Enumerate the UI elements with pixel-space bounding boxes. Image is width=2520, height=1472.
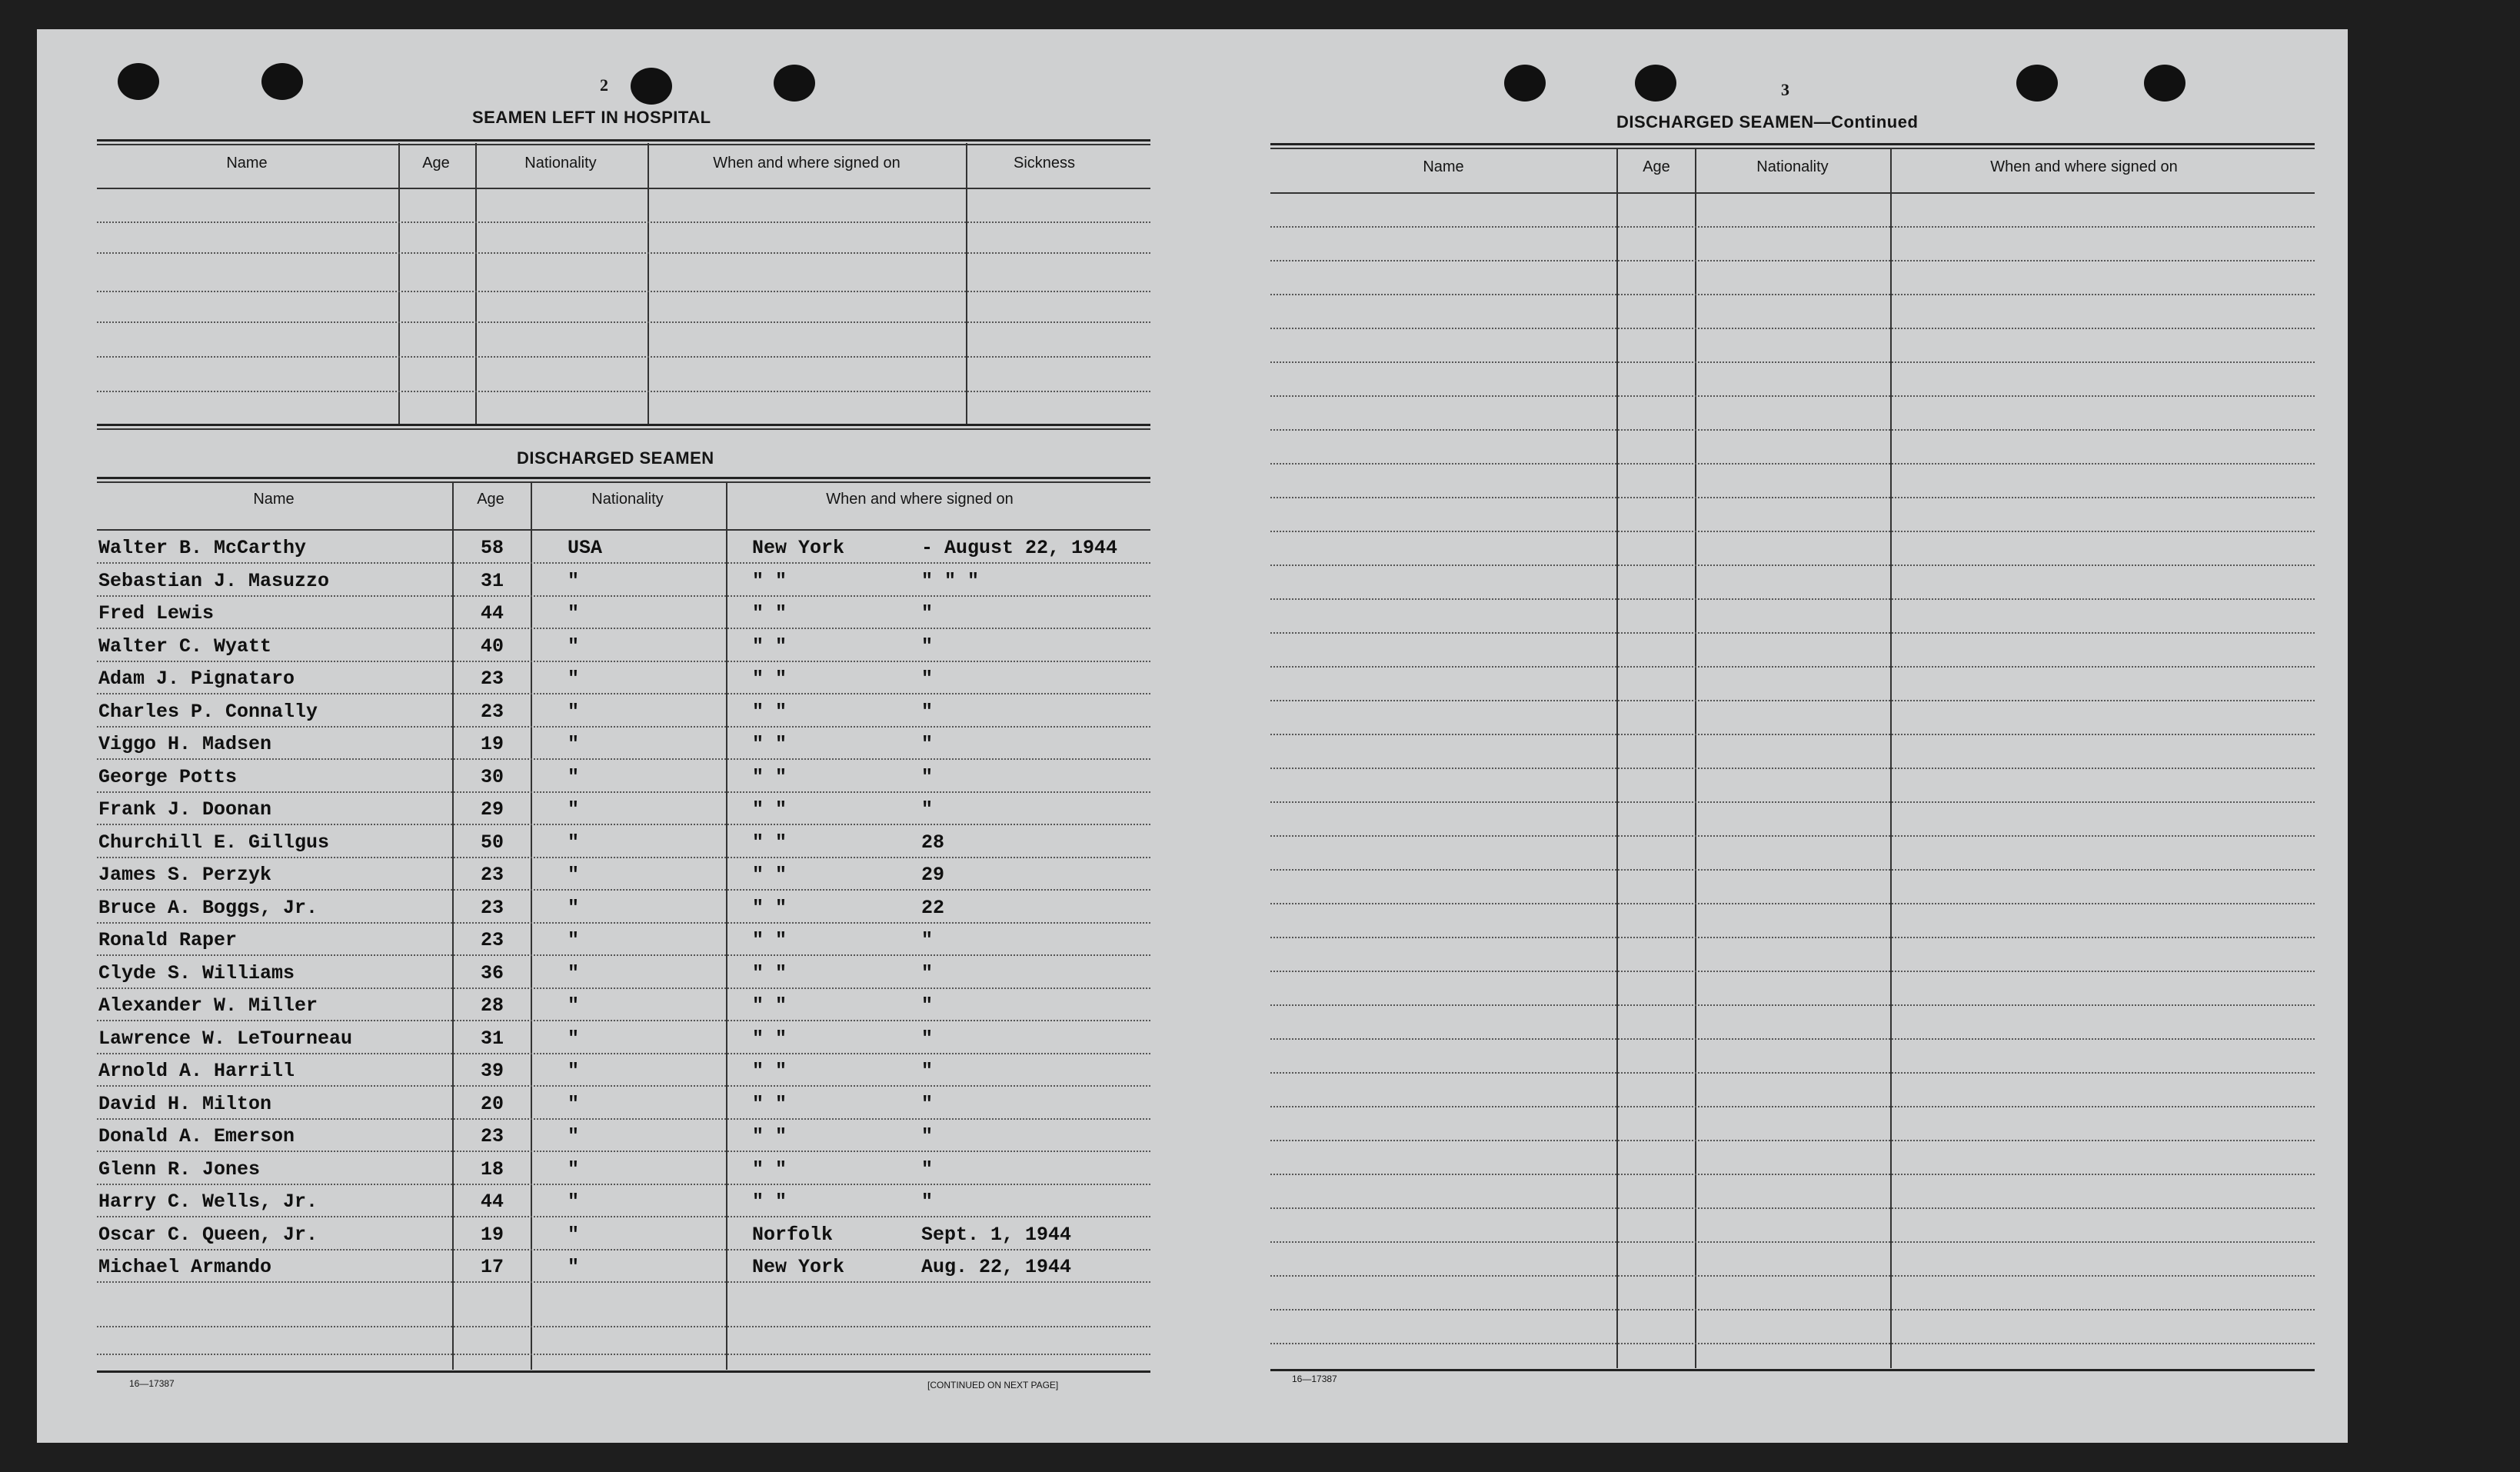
punch-hole-right-1 (1504, 65, 1546, 102)
seaman-signed-date: " (921, 1093, 934, 1115)
discharged-dotted-row (97, 1053, 1150, 1054)
discharged-dotted-row (97, 824, 1150, 825)
discharged-dotted-row (97, 595, 1150, 597)
right-dotted-row (1270, 869, 2315, 871)
right-dotted-row (1270, 294, 2315, 295)
hospital-dotted-row (97, 221, 1150, 223)
seaman-signed-place: " " (752, 798, 787, 821)
hospital-dotted-row (97, 321, 1150, 323)
discharged-table-top-rule (97, 477, 1150, 479)
seaman-nationality: " (568, 1191, 580, 1213)
right-dotted-row (1270, 632, 2315, 634)
seaman-nationality: " (568, 701, 580, 723)
seaman-signed-date: " (921, 929, 934, 951)
seaman-signed-place: " " (752, 1191, 787, 1213)
seaman-name: Viggo H. Madsen (98, 733, 272, 755)
punch-hole-right-3 (2016, 65, 2058, 102)
seaman-age: 44 (480, 1191, 504, 1213)
discharged-dotted-row (97, 693, 1150, 694)
right-dotted-row (1270, 700, 2315, 701)
punch-hole-left-4 (774, 65, 815, 102)
seaman-signed-place: " " (752, 864, 787, 886)
seaman-age: 40 (480, 635, 504, 658)
seaman-nationality: " (568, 1224, 580, 1246)
seaman-signed-date: Sept. 1, 1944 (921, 1224, 1072, 1246)
right-vline-2 (1695, 148, 1696, 1368)
hospital-bottom-rule-2 (97, 428, 1150, 430)
seaman-signed-date: " (921, 668, 934, 690)
hospital-dotted-row (97, 391, 1150, 392)
seaman-name: Donald A. Emerson (98, 1125, 295, 1147)
seaman-name: Ronald Raper (98, 929, 238, 951)
discharged-dotted-row (97, 1249, 1150, 1251)
right-col-age: Age (1643, 158, 1670, 175)
right-dotted-row (1270, 598, 2315, 600)
seaman-signed-date: " (921, 798, 934, 821)
right-dotted-row (1270, 497, 2315, 498)
seaman-nationality: " (568, 798, 580, 821)
seaman-age: 29 (480, 798, 504, 821)
seaman-signed-place: " " (752, 635, 787, 658)
seaman-name: Bruce A. Boggs, Jr. (98, 897, 318, 919)
seaman-name: Harry C. Wells, Jr. (98, 1191, 318, 1213)
hospital-dotted-row (97, 252, 1150, 254)
right-dotted-row (1270, 666, 2315, 668)
seaman-age: 36 (480, 962, 504, 984)
right-dotted-row (1270, 1038, 2315, 1040)
right-dotted-row (1270, 328, 2315, 329)
seaman-age: 20 (480, 1093, 504, 1115)
seaman-nationality: " (568, 766, 580, 788)
right-dotted-row (1270, 971, 2315, 972)
discharged-col-age: Age (477, 491, 504, 508)
seaman-signed-place: " " (752, 701, 787, 723)
right-dotted-row (1270, 903, 2315, 904)
right-dotted-row (1270, 768, 2315, 769)
punch-hole-right-2 (1635, 65, 1676, 102)
right-dotted-row (1270, 1309, 2315, 1310)
right-dotted-row (1270, 1343, 2315, 1344)
seaman-signed-date: " (921, 766, 934, 788)
continued-note: [CONTINUED ON NEXT PAGE] (927, 1380, 1059, 1390)
seaman-age: 19 (480, 733, 504, 755)
seaman-nationality: " (568, 929, 580, 951)
right-dotted-row (1270, 463, 2315, 465)
hospital-table-top-rule-2 (97, 144, 1150, 145)
right-col-nationality: Nationality (1756, 158, 1829, 175)
right-dotted-row (1270, 1004, 2315, 1006)
seaman-signed-place: " " (752, 602, 787, 624)
hospital-col-sickness: Sickness (1013, 155, 1076, 172)
right-col-signed-on: When and where signed on (1990, 158, 2178, 175)
seaman-signed-place: New York (752, 1256, 845, 1278)
discharged-dotted-row (97, 857, 1150, 858)
hospital-col-name: Name (226, 155, 268, 172)
seaman-signed-date: 29 (921, 864, 945, 886)
discharged-dotted-row (97, 1020, 1150, 1021)
seaman-signed-place: " " (752, 1027, 787, 1050)
seaman-signed-date: " (921, 962, 934, 984)
right-dotted-row (1270, 564, 2315, 566)
hospital-table-top-rule (97, 139, 1150, 142)
seaman-name: Walter C. Wyatt (98, 635, 272, 658)
seaman-signed-place: " " (752, 1158, 787, 1181)
right-vline-1 (1616, 148, 1618, 1368)
seaman-signed-date: 28 (921, 831, 945, 854)
discharged-col-name: Name (253, 491, 295, 508)
right-vline-3 (1890, 148, 1892, 1368)
hospital-vline-1 (398, 143, 400, 426)
right-dotted-row (1270, 361, 2315, 363)
hospital-col-age: Age (422, 155, 450, 172)
seaman-age: 44 (480, 602, 504, 624)
right-col-name: Name (1423, 158, 1464, 175)
seaman-signed-place: " " (752, 994, 787, 1017)
seaman-nationality: " (568, 602, 580, 624)
right-dotted-row (1270, 1207, 2315, 1209)
seaman-signed-place: " " (752, 733, 787, 755)
right-table-top-rule (1270, 143, 2315, 145)
seaman-name: Lawrence W. LeTourneau (98, 1027, 353, 1050)
punch-hole-right-4 (2144, 65, 2185, 102)
seaman-age: 19 (480, 1224, 504, 1246)
seaman-name: Arnold A. Harrill (98, 1060, 295, 1082)
seaman-age: 39 (480, 1060, 504, 1082)
seaman-nationality: " (568, 1158, 580, 1181)
seaman-signed-date: " " " (921, 570, 980, 592)
seaman-name: Oscar C. Queen, Jr. (98, 1224, 318, 1246)
seaman-nationality: " (568, 1060, 580, 1082)
hospital-header-rule (97, 188, 1150, 189)
hospital-dotted-row (97, 356, 1150, 358)
seaman-name: Fred Lewis (98, 602, 215, 624)
discharged-dotted-row (97, 922, 1150, 924)
discharged-dotted-row (97, 1118, 1150, 1120)
seaman-nationality: " (568, 635, 580, 658)
seaman-signed-place: " " (752, 668, 787, 690)
seaman-signed-place: " " (752, 1093, 787, 1115)
punch-hole-left-1 (118, 63, 159, 100)
discharged-col-nationality: Nationality (591, 491, 664, 508)
form-number-right: 16—17387 (1292, 1374, 1337, 1384)
continued-section-title: DISCHARGED SEAMEN—Continued (1616, 112, 1919, 132)
seaman-nationality: " (568, 1093, 580, 1115)
discharged-dotted-row (97, 1281, 1150, 1283)
seaman-age: 31 (480, 570, 504, 592)
seaman-name: George Potts (98, 766, 238, 788)
seaman-nationality: " (568, 1027, 580, 1050)
page-number-left: 2 (600, 75, 608, 95)
seaman-signed-place: " " (752, 1060, 787, 1082)
discharged-dotted-row (97, 1326, 1150, 1327)
seaman-signed-place: " " (752, 831, 787, 854)
seaman-name: Glenn R. Jones (98, 1158, 261, 1181)
seaman-nationality: " (568, 897, 580, 919)
seaman-nationality: " (568, 668, 580, 690)
seaman-age: 23 (480, 668, 504, 690)
seaman-age: 50 (480, 831, 504, 854)
discharged-dotted-row (97, 1354, 1150, 1355)
seaman-nationality: " (568, 1125, 580, 1147)
seaman-age: 23 (480, 701, 504, 723)
seaman-age: 23 (480, 929, 504, 951)
seaman-age: 28 (480, 994, 504, 1017)
seaman-signed-date: " (921, 635, 934, 658)
discharged-dotted-row (97, 1184, 1150, 1185)
discharged-section-title: DISCHARGED SEAMEN (517, 448, 714, 468)
discharged-dotted-row (97, 661, 1150, 662)
discharged-dotted-row (97, 1216, 1150, 1217)
right-dotted-row (1270, 1174, 2315, 1175)
hospital-vline-2 (475, 143, 477, 426)
seaman-signed-date: " (921, 994, 934, 1017)
seaman-name: Sebastian J. Masuzzo (98, 570, 330, 592)
right-dotted-row (1270, 429, 2315, 431)
seaman-signed-date: " (921, 1060, 934, 1082)
seaman-name: Frank J. Doonan (98, 798, 272, 821)
seaman-signed-place: " " (752, 570, 787, 592)
discharged-dotted-row (97, 628, 1150, 629)
seaman-name: Walter B. McCarthy (98, 537, 307, 559)
right-dotted-row (1270, 395, 2315, 397)
seaman-name: Clyde S. Williams (98, 962, 295, 984)
seaman-signed-place: Norfolk (752, 1224, 834, 1246)
discharged-dotted-row (97, 889, 1150, 891)
seaman-signed-place: " " (752, 1125, 787, 1147)
discharged-dotted-row (97, 1151, 1150, 1152)
punch-hole-left-2 (261, 63, 303, 100)
document-sheet (37, 29, 2348, 1443)
seaman-age: 18 (480, 1158, 504, 1181)
seaman-name: David H. Milton (98, 1093, 272, 1115)
seaman-nationality: " (568, 831, 580, 854)
discharged-vline-2 (531, 481, 532, 1370)
seaman-signed-date: " (921, 733, 934, 755)
hospital-vline-3 (647, 143, 649, 426)
discharged-vline-1 (452, 481, 454, 1370)
discharged-header-rule (97, 529, 1150, 531)
seaman-name: Alexander W. Miller (98, 994, 318, 1017)
right-table-top-rule-2 (1270, 148, 2315, 149)
right-dotted-row (1270, 1140, 2315, 1141)
discharged-dotted-row (97, 726, 1150, 728)
hospital-vline-4 (966, 143, 967, 426)
discharged-col-signed-on: When and where signed on (826, 491, 1014, 508)
hospital-section-title: SEAMEN LEFT IN HOSPITAL (472, 108, 711, 127)
discharged-vline-3 (726, 481, 727, 1370)
seaman-name: Churchill E. Gillgus (98, 831, 330, 854)
right-dotted-row (1270, 937, 2315, 938)
seaman-name: Adam J. Pignataro (98, 668, 295, 690)
hospital-bottom-rule (97, 424, 1150, 426)
hospital-col-nationality: Nationality (524, 155, 597, 172)
seaman-nationality: USA (568, 537, 603, 559)
discharged-dotted-row (97, 758, 1150, 760)
right-dotted-row (1270, 1275, 2315, 1277)
seaman-signed-date: " (921, 602, 934, 624)
seaman-nationality: " (568, 864, 580, 886)
form-number-left: 16—17387 (129, 1378, 175, 1389)
seaman-signed-date: Aug. 22, 1944 (921, 1256, 1072, 1278)
seaman-signed-date: " (921, 1191, 934, 1213)
discharged-dotted-row (97, 562, 1150, 564)
seaman-age: 30 (480, 766, 504, 788)
seaman-nationality: " (568, 994, 580, 1017)
right-dotted-row (1270, 835, 2315, 837)
seaman-age: 58 (480, 537, 504, 559)
seaman-signed-place: " " (752, 897, 787, 919)
right-dotted-row (1270, 260, 2315, 261)
discharged-dotted-row (97, 791, 1150, 793)
hospital-col-signed-on: When and where signed on (713, 155, 900, 172)
page-number-right: 3 (1781, 80, 1789, 99)
discharged-table-top-rule-2 (97, 481, 1150, 483)
right-dotted-row (1270, 801, 2315, 803)
discharged-dotted-row (97, 1085, 1150, 1087)
seaman-signed-date: " (921, 1027, 934, 1050)
discharged-dotted-row (97, 954, 1150, 956)
seaman-age: 23 (480, 897, 504, 919)
seaman-age: 31 (480, 1027, 504, 1050)
seaman-nationality: " (568, 733, 580, 755)
seaman-signed-date: - August 22, 1944 (921, 537, 1118, 559)
hospital-dotted-row (97, 291, 1150, 292)
seaman-name: Charles P. Connally (98, 701, 318, 723)
right-dotted-row (1270, 531, 2315, 532)
seaman-nationality: " (568, 570, 580, 592)
seaman-signed-place: New York (752, 537, 845, 559)
discharged-dotted-row (97, 987, 1150, 989)
punch-hole-left-3 (631, 68, 672, 105)
seaman-signed-place: " " (752, 962, 787, 984)
seaman-age: 17 (480, 1256, 504, 1278)
seaman-signed-place: " " (752, 929, 787, 951)
seaman-nationality: " (568, 962, 580, 984)
seaman-signed-date: " (921, 1125, 934, 1147)
right-header-rule (1270, 192, 2315, 194)
seaman-nationality: " (568, 1256, 580, 1278)
seaman-signed-place: " " (752, 766, 787, 788)
right-dotted-row (1270, 1072, 2315, 1074)
seaman-name: Michael Armando (98, 1256, 272, 1278)
right-bottom-rule (1270, 1369, 2315, 1371)
right-dotted-row (1270, 226, 2315, 228)
right-dotted-row (1270, 1241, 2315, 1243)
right-dotted-row (1270, 1106, 2315, 1107)
seaman-signed-date: " (921, 701, 934, 723)
seaman-signed-date: " (921, 1158, 934, 1181)
seaman-age: 23 (480, 1125, 504, 1147)
right-dotted-row (1270, 734, 2315, 735)
seaman-name: James S. Perzyk (98, 864, 272, 886)
seaman-signed-date: 22 (921, 897, 945, 919)
discharged-bottom-rule (97, 1370, 1150, 1373)
seaman-age: 23 (480, 864, 504, 886)
